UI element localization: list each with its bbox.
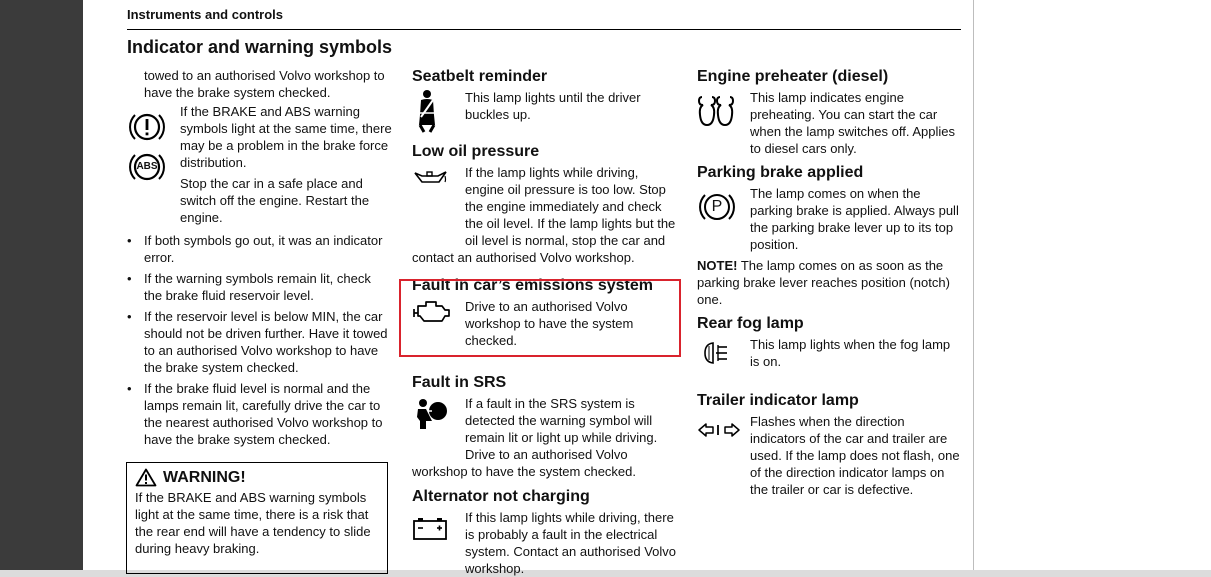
emissions-text: Drive to an authorised Volvo workshop to have the system checked. xyxy=(465,299,634,348)
emissions-title: Fault in car’s emissions system xyxy=(412,277,653,294)
srs-text: If a fault in the SRS system is detected the warning symbol will remain lit or light up while driving. Drive to an authorised Volvo workshop to have the system checked. xyxy=(412,396,658,479)
brake-abs-icons xyxy=(127,103,180,185)
note-label: NOTE! xyxy=(697,258,738,273)
parking-icon-box xyxy=(697,185,750,225)
trailer-indicator-icon xyxy=(697,421,741,439)
alternator-text: If this lamp lights while driving, there is probably a fault in the electrical system. Contact an authorised Volvo workshop. xyxy=(465,510,677,576)
preheater-text: This lamp indicates engine preheating. You can start the car when the lamp switches off. Applies to diesel cars only. xyxy=(750,90,955,156)
section-header: Instruments and controls xyxy=(127,7,284,22)
trailer-icon-box xyxy=(697,413,750,439)
brake-checklist xyxy=(127,232,392,448)
parking-note xyxy=(697,257,962,308)
rear-fog-title: Rear fog lamp xyxy=(697,315,804,332)
trailer-title: Trailer indicator lamp xyxy=(697,392,859,409)
column-3 xyxy=(697,67,962,498)
viewer-right-area xyxy=(973,0,1211,570)
document-page xyxy=(83,0,973,576)
list-item: • If the warning symbols remain lit, check the brake fluid reservoir level. xyxy=(127,270,392,304)
brake-abs-entry xyxy=(127,103,392,226)
highlight-box xyxy=(399,279,681,357)
trailer-entry xyxy=(697,413,962,498)
glow-plug-icon xyxy=(697,91,735,129)
warning-box xyxy=(126,462,388,574)
oil-pressure-title: Low oil pressure xyxy=(412,143,540,160)
parking-brake-entry xyxy=(697,185,962,253)
trailer-text: Flashes when the direction indicators of the car and trailer are used. If the lamp does not flash, one of the direction indicator lamps on the trailer or car is defective. xyxy=(750,414,960,497)
battery-icon xyxy=(412,515,448,541)
abs-warning-icon xyxy=(127,149,167,185)
alternator-title: Alternator not charging xyxy=(412,488,590,505)
rear-fog-entry xyxy=(697,336,962,370)
column-1 xyxy=(127,67,392,452)
stop-car-text: Stop the car in a safe place and switch off the engine. Restart the engine. xyxy=(180,176,370,225)
brake-abs-description xyxy=(180,103,392,226)
oil-can-icon xyxy=(412,166,448,190)
list-item: • If the reservoir level is below MIN, the car should not be driven further. Have it towed to an authorised Volvo workshop to have the brake system checked. xyxy=(127,308,392,376)
preheater-entry xyxy=(697,89,962,157)
parking-brake-text: The lamp comes on when the parking brake is applied. Always pull the parking brake lever up to its top position. xyxy=(750,186,959,252)
seatbelt-text: This lamp lights until the driver buckles up. xyxy=(465,90,641,122)
intro-text: towed to an authorised Volvo workshop to have the brake system checked. xyxy=(144,68,385,100)
seatbelt-icon-box xyxy=(412,89,465,133)
fog-icon-box xyxy=(697,336,750,366)
header-divider xyxy=(127,29,961,30)
abs-icon-label: ABS xyxy=(136,161,158,172)
seatbelt-icon xyxy=(412,89,442,133)
seatbelt-title: Seatbelt reminder xyxy=(412,68,548,85)
list-item: • If both symbols go out, it was an indicator error. xyxy=(127,232,392,266)
airbag-icon xyxy=(412,397,448,431)
rear-fog-text: This lamp lights when the fog lamp is on. xyxy=(750,337,951,369)
alternator-icon-box xyxy=(412,509,465,541)
warning-text: If the BRAKE and ABS warning symbols light at the same time, there is a risk that the rear end will have a tendency to slide during heavy braking. xyxy=(135,490,371,556)
seatbelt-entry xyxy=(412,89,680,133)
brake-warning-icon xyxy=(127,109,167,145)
parking-brake-icon xyxy=(697,189,737,225)
alternator-entry xyxy=(412,509,680,577)
viewer-left-margin xyxy=(0,0,83,570)
oil-icon-box xyxy=(412,164,465,234)
rear-fog-icon xyxy=(697,340,731,366)
srs-title: Fault in SRS xyxy=(412,374,507,391)
preheater-icon-box xyxy=(697,89,750,129)
page-title: Indicator and warning symbols xyxy=(127,37,393,57)
warning-triangle-icon xyxy=(135,468,157,487)
parking-brake-title: Parking brake applied xyxy=(697,164,864,181)
srs-entry xyxy=(412,395,680,480)
note-text: The lamp comes on as soon as the parking brake lever reaches position (notch) one. xyxy=(697,258,950,307)
list-item: • If the brake fluid level is normal and the lamps remain lit, carefully drive the car to the nearest authorised Volvo workshop to have the brake system checked. xyxy=(127,380,392,448)
brake-abs-text: If the BRAKE and ABS warning symbols light at the same time, there may be a problem in the brake force distribution. xyxy=(180,104,392,170)
warning-heading xyxy=(135,468,379,487)
warning-title: WARNING! xyxy=(163,469,246,486)
oil-pressure-text: If the lamp lights while driving, engine oil pressure is too low. Stop the engine immediately and check the oil level. If the lamp lights but the oil level is normal, stop the car and contact an authorised Volvo workshop. xyxy=(412,165,676,265)
parking-icon-letter: P xyxy=(711,198,723,215)
srs-icon-box xyxy=(412,395,465,457)
oil-pressure-entry xyxy=(412,164,680,266)
preheater-title: Engine preheater (diesel) xyxy=(697,68,889,85)
